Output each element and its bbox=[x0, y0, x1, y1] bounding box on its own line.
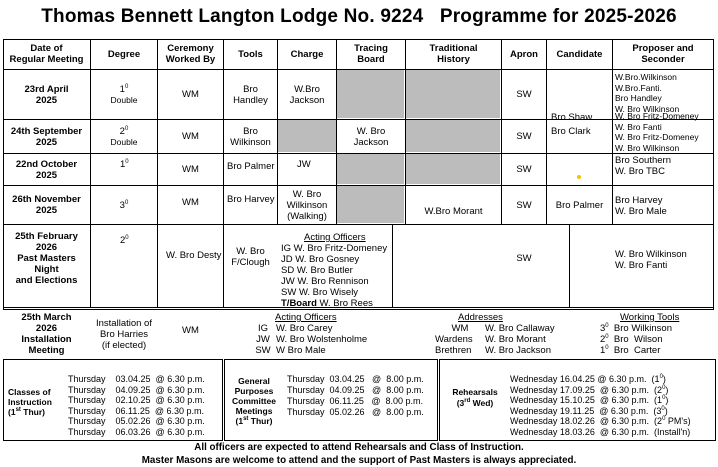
tools-cell: Bro Handley bbox=[233, 83, 268, 106]
proposer-cell: W. Bro Wilkinson W. Bro Fanti bbox=[615, 249, 687, 271]
tools-cell: Bro Wilkinson bbox=[230, 125, 271, 148]
date-cell: 25th February 2026 Past Masters Night and Elections bbox=[15, 230, 78, 286]
tracing-board-cell: W. Bro Jackson bbox=[353, 125, 389, 148]
date-cell: 22nd October 2025 bbox=[15, 158, 78, 181]
header-apron: Apron bbox=[510, 48, 538, 60]
proposer-cell: Bro Southern W. Bro TBC bbox=[615, 155, 671, 177]
classes-list: Thursday 03.04.25 @ 6.30 p.m. Thursday 04.09.25 @ 6.30 p.m. Thursday 02.10.25 @ 6.30 p.m. Thursday 06.11.25 @ 6.30 p.m. Thursday 05.02.26 @ 6.30 p.m. Thursday 06.03.26 @ 6.30 p.m. bbox=[68, 374, 205, 437]
degree-cell: $3^0$ bbox=[119, 199, 129, 211]
ceremony-cell: WM bbox=[182, 89, 199, 100]
date-cell: 24th September 2025 bbox=[10, 125, 83, 148]
header-tracing-board: Tracing Board bbox=[354, 43, 388, 65]
apron-cell: SW bbox=[516, 131, 532, 142]
charge-cell: W. Bro Wilkinson (Walking) bbox=[286, 188, 328, 222]
page-title: Thomas Bennett Langton Lodge No. 9224 Programme for 2025-2026 bbox=[41, 6, 677, 27]
classes-label: Classes of Instruction (1st Thur) bbox=[8, 387, 52, 417]
degree-cell: $2^0$ Double bbox=[110, 125, 138, 147]
candidate-cell: Bro Palmer bbox=[555, 199, 604, 211]
tools-cell: W. Bro F/Clough bbox=[231, 246, 270, 268]
ceremony-cell: W. Bro Desty bbox=[166, 250, 222, 261]
apron-cell: SW bbox=[516, 252, 532, 264]
charge-cell: W.Bro Jackson bbox=[289, 83, 325, 106]
acting-officers-list: IG W. Bro Carey JW W. Bro Wolstenholme SW W Bro Male bbox=[255, 323, 368, 356]
ceremony-cell: WM bbox=[182, 324, 199, 336]
working-tools-title: Working Tools bbox=[620, 312, 680, 323]
header-ceremony: Ceremony Worked By bbox=[165, 43, 216, 65]
header-date: Date of Regular Meeting bbox=[9, 43, 84, 65]
gpc-label: General Purposes Committee Meetings (1st Thur) bbox=[232, 376, 276, 426]
addresses-list: WM W. Bro Callaway Wardens W. Bro Morant Brethren W. Bro Jackson bbox=[435, 323, 555, 356]
date-cell: 25th March 2026 Installation Meeting bbox=[21, 312, 72, 356]
date-cell: 23rd April 2025 bbox=[24, 83, 69, 106]
degree-cell: $1^0$ bbox=[120, 158, 129, 170]
ceremony-cell: WM bbox=[182, 131, 199, 142]
degree-cell: Installation of Bro Harries (if elected) bbox=[96, 317, 152, 351]
header-tools: Tools bbox=[238, 48, 263, 60]
charge-cell: JW bbox=[297, 159, 311, 170]
acting-officers-list: IG W. Bro Fritz-Domeney JD W. Bro Gosney SD W. Bro Butler JW W. Bro Rennison SW W. Bro Wisely T/Board W. Bro Rees bbox=[281, 243, 388, 309]
degree-cell: $2^0$ bbox=[120, 234, 129, 246]
header-candidate: Candidate bbox=[556, 48, 603, 60]
ceremony-cell: WM bbox=[182, 196, 199, 208]
apron-cell: SW bbox=[516, 164, 532, 175]
working-tools-list: $3^0$ Bro Wilkinson $2^0$ Bro Wilson $1^0$ Bro Carter bbox=[600, 322, 672, 356]
row-february bbox=[3, 225, 714, 309]
candidate-cell: Bro Shaw Bro Clark bbox=[551, 112, 593, 137]
proposer-cell: W. Bro Fritz-Domeney W. Bro Fanti W. Bro Fritz-Domeney W. Bro Wilkinson bbox=[615, 111, 699, 153]
proposer-cell: Bro Harvey W. Bro Male bbox=[615, 195, 667, 217]
rehearsals-list: Wednesday 16.04.25 @ 6.30 p.m. $(1^0)$ Wednesday 17.09.25 @ 6.30 p.m. $(2^0)$ Wednesday 15.10.25 @ 6.30 p.m. $(1^0)$ Wednesday 19.11.25 @ 6.30 p.m. $(3^0)$ Wednesday 18.02.26 @ 6.30 p.m. ($2^0$ PM's) Wednesday 18.03.26 @ 6.30 p.m. (Install'n) bbox=[510, 374, 691, 437]
header-traditional-history: Traditional History bbox=[429, 43, 478, 65]
row-march bbox=[3, 309, 714, 359]
header-charge: Charge bbox=[290, 48, 324, 60]
apron-cell: SW bbox=[516, 89, 532, 100]
degree-cell: $1^0$ Double bbox=[110, 83, 138, 105]
gpc-list: Thursday 03.04.25 @ 8.00 p.m. Thursday 04.09.25 @ 8.00 p.m. Thursday 06.11.25 @ 8.00 p.m. Thursday 05.02.26 @ 8.00 p.m. bbox=[287, 374, 424, 417]
acting-officers-title: Acting Officers bbox=[304, 232, 366, 243]
date-cell: 26th November 2025 bbox=[12, 194, 81, 216]
ceremony-cell: WM bbox=[182, 164, 199, 175]
footer-line-1: All officers are expected to attend Rehearsals and Class of Instruction. bbox=[194, 442, 524, 453]
apron-cell: SW bbox=[516, 199, 532, 211]
acting-officers-title: Acting Officers bbox=[275, 312, 337, 323]
header-degree: Degree bbox=[107, 48, 141, 60]
rehearsals-label: Rehearsals (3rd Wed) bbox=[452, 387, 498, 408]
tools-cell: Bro Palmer bbox=[227, 161, 275, 172]
footer-line-2: Master Masons are welcome to attend and the support of Past Masters is always appreciated. bbox=[141, 455, 577, 466]
header-proposer: Proposer and Seconder bbox=[632, 43, 694, 65]
addresses-title: Addresses bbox=[458, 312, 503, 323]
proposer-cell: W.Bro.Wilkinson W.Bro.Fanti. Bro Handley W. Bro Wilkinson bbox=[615, 72, 680, 114]
tools-cell: Bro Harvey bbox=[227, 194, 275, 205]
traditional-history-cell: W.Bro Morant bbox=[424, 206, 483, 217]
